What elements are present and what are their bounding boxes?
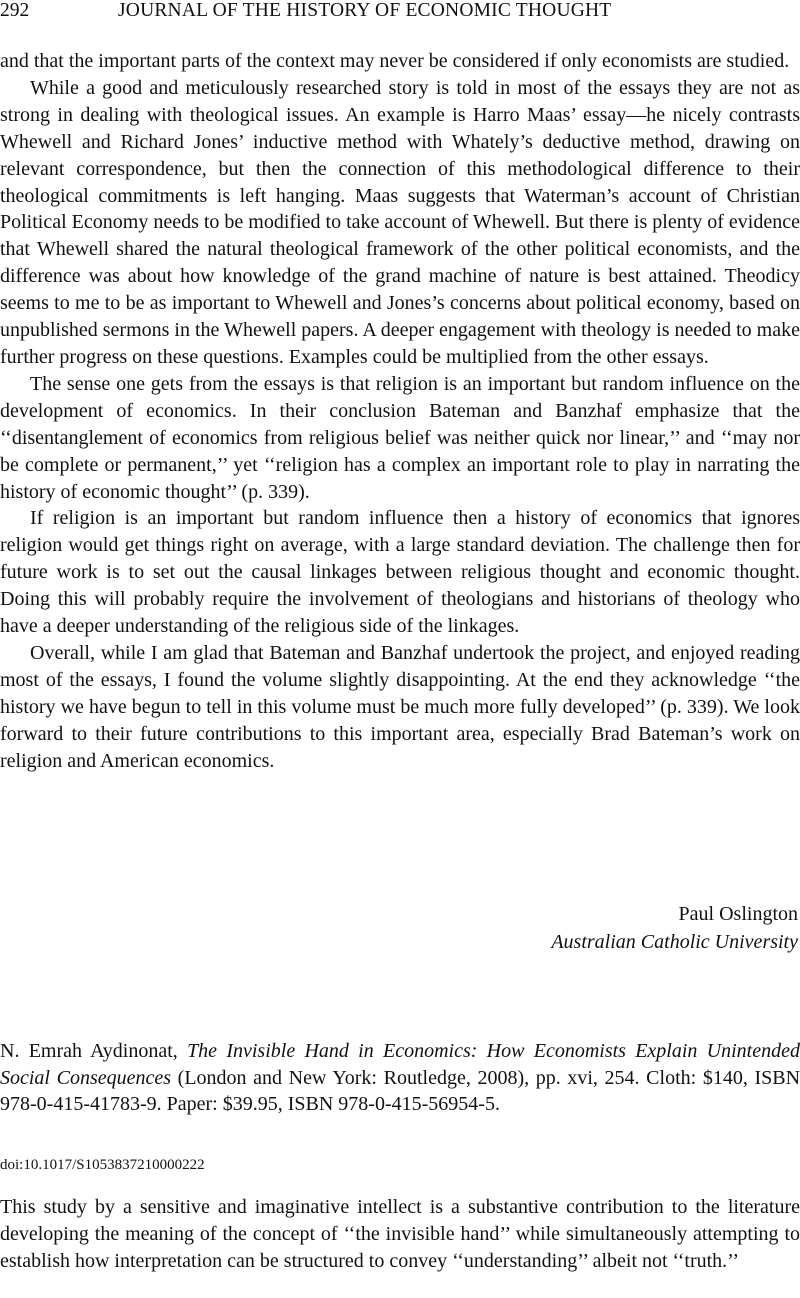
review-opening-paragraph: This study by a sensitive and imaginative intellect is a substantive contribution to the literature developing the meaning of the concept of ‘‘the invisible hand’’ while simultaneously attempting to establish how interpretation can be structured to convey ‘‘understanding’’ albeit not ‘‘truth.’’ [0,1196,800,1272]
page-number: 292 [0,0,30,21]
reviewer-affiliation: Australian Catholic University [551,931,798,953]
doi-link[interactable]: doi:10.1017/S1053837210000222 [0,1157,205,1173]
paragraph-causal-linkages: If religion is an important but random influence then a history of economics that ignores religion would get things right on average, with a large standard deviation. The challenge then for future work is to set out the causal linkages between religious thought and economic thought. Doing this will probably require the involvement of theologians and historians of theology who have a deeper understanding of the religious side of the linkages. [0,507,800,638]
paragraph-random-influence: The sense one gets from the essays is that religion is an important but random influence on the development of economics. In their conclusion Bateman and Banzhaf emphasize that the ‘‘disentanglement of economics from religious belief was neither quick nor linear,’’ and ‘‘may nor be complete or permanent,’’ yet ‘‘religion has a complex an important role to play in narrating the history of economic thought’’ (p. 339). [0,372,800,503]
publication-details: (London and New York: Routledge, 2008), pp. xvi, 254. Cloth: $140, ISBN 978-0-415-41783-9. Paper: $39.95, ISBN 978-0-415-56954-5. [0,1066,800,1116]
book-citation [0,1038,800,1118]
review-body-text [0,48,800,774]
paragraph-overall-assessment: Overall, while I am glad that Bateman and Banzhaf undertook the project, and enjoyed reading most of the essays, I found the volume slightly disappointing. At the end they acknowledge ‘‘the history we have begun to tell in this volume must be much more fully developed’’ (p. 339). We look forward to their future contributions to this important area, especially Brad Bateman’s work on religion and American economics. [0,641,800,772]
book-title: The Invisible Hand in Economics: How Economists Explain Unintended Social Consequences [0,1040,800,1089]
book-author: N. Emrah Aydinonat, [0,1040,188,1062]
reviewer-name: Paul Oslington [678,903,798,925]
paragraph-theological-issues: While a good and meticulously researched story is told in most of the essays they are not as strong in dealing with theological issues. An example is Harro Maas’ essay—he nicely contrasts Whewell and Richard Jones’ inductive method with Whately’s deductive method, drawing on relevant correspondence, but then the connection of this methodological difference to their theological commitments is left hanging. Maas suggests that Waterman’s account of Christian Political Economy needs to be modified to take account of Whewell. But there is plenty of evidence that Whewell shared the natural theological framework of the other political economists, and the difference was about how knowledge of the grand machine of nature is best attained. Theodicy seems to me to be as important to Whewell and Jones’s concerns about political economy, based on unpublished sermons in the Whewell papers. A deeper engagement with theology is needed to make further progress on these questions. Examples could be multiplied from the other essays. [0,76,800,368]
journal-title: JOURNAL OF THE HISTORY OF ECONOMIC THOUGHT [118,0,612,21]
paragraph-continuation: and that the important parts of the context may never be considered if only economists are studied. [0,50,790,72]
reviewer-signature [551,900,798,956]
running-head [0,0,800,27]
